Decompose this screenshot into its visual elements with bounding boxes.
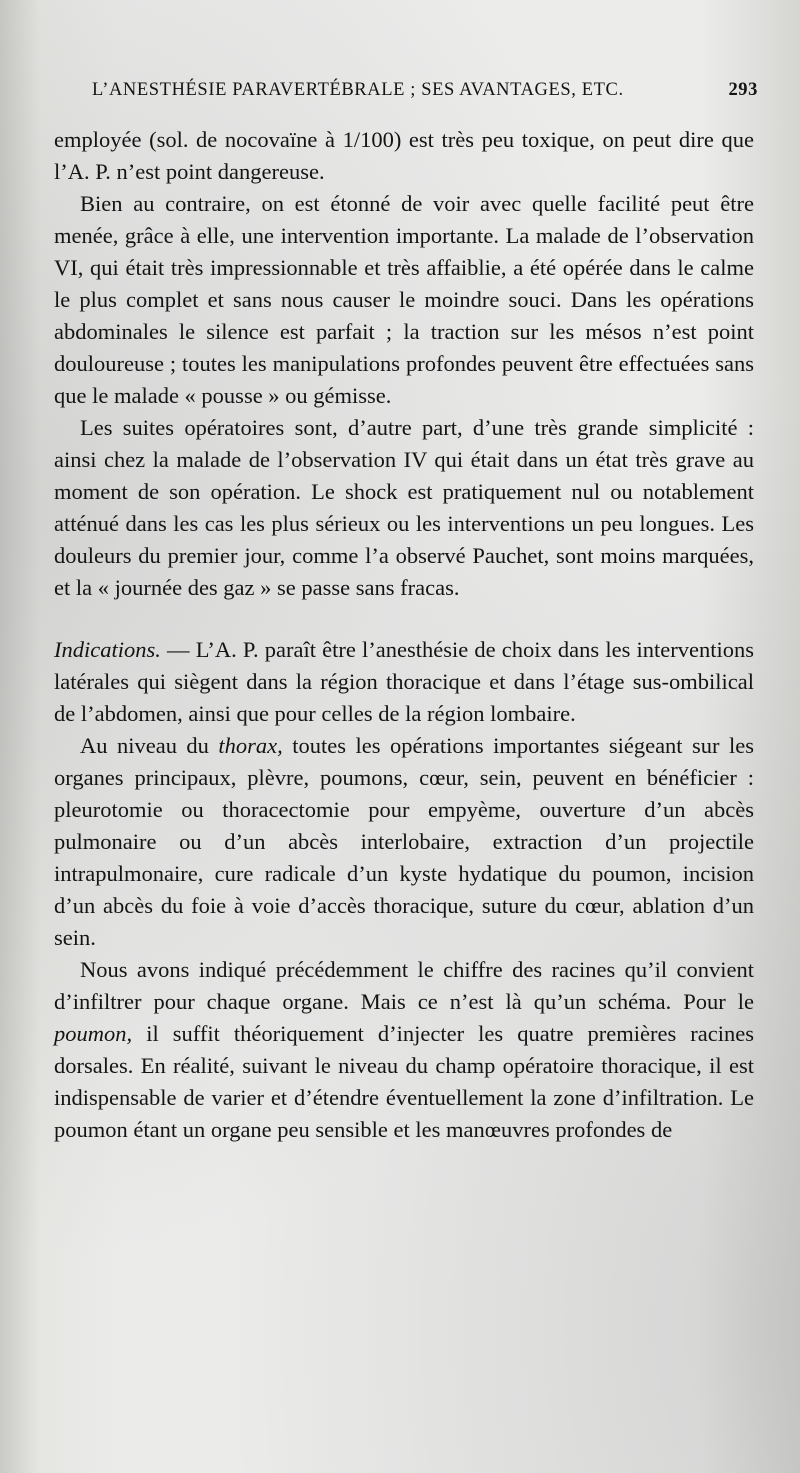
paragraph-thorax	[54, 730, 754, 954]
paragraph-poumon	[54, 954, 754, 1146]
paragraph-indications-text: — L’A. P. paraît être l’anesthésie de choix dans les interventions latérales qui siègent dans la région thoracique et dans l’étage sus-ombilical de l’abdomen, ainsi que pour celles de la région lombaire.	[54, 637, 754, 726]
paragraph-3: Les suites opératoires sont, d’autre part, d’une très grande simplicité : ainsi chez la malade de l’observation IV qui était dans un état très grave au moment de son opération. Le shock est pratiquement nul ou notablement atténué dans les cas les plus sérieux ou les interventions un peu longues. Les douleurs du premier jour, comme l’a observé Pauchet, sont moins marquées, et la « journée des gaz » se passe sans fracas.	[54, 415, 754, 600]
paragraph-thorax-text: toutes les opérations importantes siégeant sur les organes principaux, plèvre, poumons, cœur, sein, peuvent en bénéficier : pleurotomie ou thoracectomie pour empyème, ouverture d’un abcès pulmonaire ou d’un abcès interlobaire, extraction d’un projectile intrapulmonaire, cure radicale d’un kyste hydatique du poumon, incision d’un abcès du foie à voie d’accès thoracique, suture du cœur, ablation d’un sein.	[54, 733, 754, 950]
paragraph-1: employée (sol. de nocovaïne à 1/100) est très peu toxique, on peut dire que l’A. P. n’est point dangereuse.	[54, 127, 754, 184]
section-spacer	[54, 604, 754, 634]
paragraph-indications	[54, 634, 754, 730]
term-poumon: poumon,	[54, 1021, 133, 1046]
paragraph-2: Bien au contraire, on est étonné de voir avec quelle facilité peut être menée, grâce à elle, une intervention importante. La malade de l’observation VI, qui était très impressionnable et très affaiblie, a été opérée dans le calme le plus complet et sans nous causer le moindre souci. Dans les opérations abdominales le silence est parfait ; la traction sur les mésos n’est point douloureuse ; toutes les manipulations profondes peuvent être effectuées sans que le malade « pousse » ou gémisse.	[54, 191, 754, 408]
running-title: L’ANESTHÉSIE PARAVERTÉBRALE ; SES AVANTAGES, ETC.	[92, 80, 624, 100]
paragraph-thorax-lead: Au niveau du	[80, 733, 219, 758]
section-heading-indications: Indications.	[54, 637, 161, 662]
term-thorax: thorax,	[218, 733, 283, 758]
body-text	[54, 124, 754, 1146]
running-header	[92, 80, 758, 101]
paragraph-poumon-text: il suffit théoriquement d’injecter les quatre premières racines dorsales. En réalité, suivant le niveau du champ opératoire thoracique, il est indispensable de varier et d’étendre éventuellement la zone d’infiltration. Le poumon étant un organe peu sensible et les manœuvres profondes de	[54, 1021, 754, 1142]
page-number: 293	[728, 80, 758, 100]
paragraph-poumon-lead: Nous avons indiqué précédemment le chiffre des racines qu’il convient d’infiltrer pour chaque organe. Mais ce n’est là qu’un schéma. Pour le	[54, 957, 754, 1014]
